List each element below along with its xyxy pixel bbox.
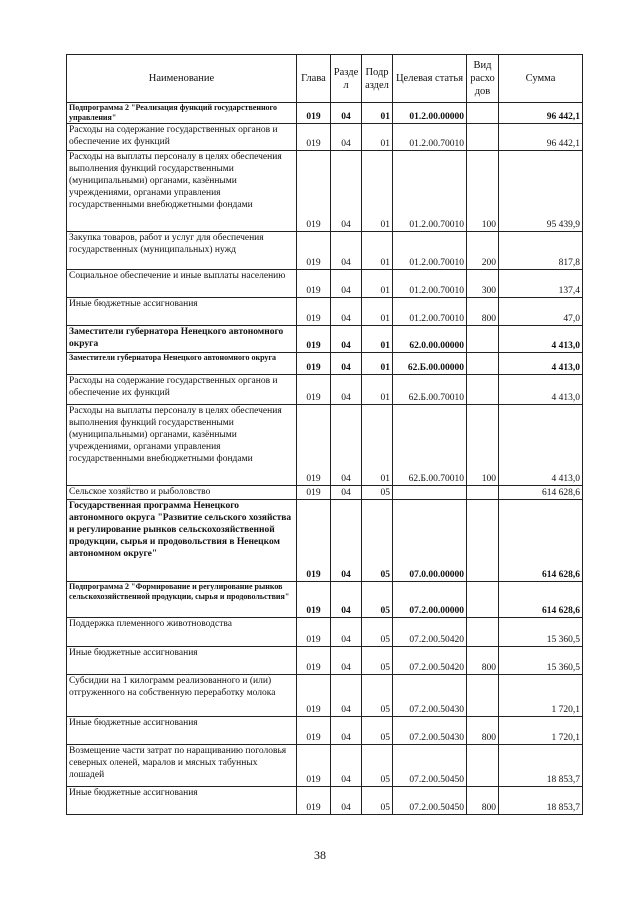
row-section: 04 (331, 124, 362, 151)
row-sum: 614 628,6 (499, 486, 583, 500)
row-section: 04 (331, 675, 362, 717)
row-subsection: 01 (362, 326, 393, 353)
row-chapter: 019 (297, 124, 331, 151)
row-name: Заместители губернатора Ненецкого автономного округа (67, 326, 297, 353)
table-row (67, 500, 583, 582)
row-sum: 95 439,9 (499, 151, 583, 232)
row-expense-type (467, 103, 499, 124)
row-chapter: 019 (297, 151, 331, 232)
row-expense-type: 300 (467, 270, 499, 298)
row-section: 04 (331, 500, 362, 582)
table-row (67, 124, 583, 151)
row-expense-type (467, 500, 499, 582)
row-expense-type (467, 745, 499, 787)
row-chapter: 019 (297, 298, 331, 326)
table-row (67, 717, 583, 745)
row-expense-type (467, 353, 499, 375)
row-section: 04 (331, 647, 362, 675)
row-target-code: 07.2.00.50450 (393, 787, 467, 815)
table-row (67, 787, 583, 815)
row-chapter: 019 (297, 486, 331, 500)
page-number: 38 (314, 848, 326, 862)
table-row (67, 745, 583, 787)
row-name: Закупка товаров, работ и услуг для обеспечения государственных (муниципальных) нужд (67, 232, 297, 270)
header-type: Вид расхо дов (467, 55, 499, 103)
row-expense-type (467, 582, 499, 618)
row-target-code: 62.Б.00.70010 (393, 405, 467, 486)
row-target-code: 01.2.00.70010 (393, 124, 467, 151)
table-row (67, 270, 583, 298)
row-sum: 1 720,1 (499, 717, 583, 745)
row-target-code: 07.0.00.00000 (393, 500, 467, 582)
row-target-code: 62.Б.00.00000 (393, 353, 467, 375)
table-row (67, 647, 583, 675)
row-section: 04 (331, 745, 362, 787)
row-name: Сельское хозяйство и рыболовство (67, 486, 297, 500)
row-target-code: 01.2.00.70010 (393, 298, 467, 326)
row-name: Расходы на содержание государственных органов и обеспечение их функций (67, 375, 297, 405)
row-name: Расходы на выплаты персоналу в целях обеспечения выполнения функций государственными (муниципальными) органами, казёнными учреждениями, органами управления государственными внебюджетными фондами (67, 405, 297, 486)
row-chapter: 019 (297, 647, 331, 675)
row-expense-type: 800 (467, 787, 499, 815)
row-subsection: 05 (362, 582, 393, 618)
row-target-code: 01.2.00.70010 (393, 151, 467, 232)
header-target: Целевая статья (393, 55, 467, 103)
row-section: 04 (331, 618, 362, 647)
row-section: 04 (331, 405, 362, 486)
row-section: 04 (331, 353, 362, 375)
row-section: 04 (331, 151, 362, 232)
row-sum: 4 413,0 (499, 405, 583, 486)
row-subsection: 05 (362, 745, 393, 787)
row-chapter: 019 (297, 375, 331, 405)
row-sum: 18 853,7 (499, 787, 583, 815)
row-sum: 47,0 (499, 298, 583, 326)
row-section: 04 (331, 232, 362, 270)
row-section: 04 (331, 582, 362, 618)
row-name: Социальное обеспечение и иные выплаты населению (67, 270, 297, 298)
row-name: Государственная программа Ненецкого автономного округа "Развитие сельского хозяйства и регулирование рынков сельскохозяйственной продукции, сырья и продовольствия в Ненецком автономном округе" (67, 500, 297, 582)
row-section: 04 (331, 717, 362, 745)
row-chapter: 019 (297, 353, 331, 375)
row-target-code: 07.2.00.00000 (393, 582, 467, 618)
row-subsection: 01 (362, 353, 393, 375)
row-expense-type (467, 486, 499, 500)
row-target-code: 01.2.00.70010 (393, 232, 467, 270)
row-name: Иные бюджетные ассигнования (67, 298, 297, 326)
row-name: Субсидии на 1 килограмм реализованного и (или) отгруженного на собственную переработку молока (67, 675, 297, 717)
table-row (67, 151, 583, 232)
table-row (67, 486, 583, 500)
header-sum: Сумма (499, 55, 583, 103)
row-expense-type: 200 (467, 232, 499, 270)
row-target-code: 07.2.00.50430 (393, 675, 467, 717)
row-name: Возмещение части затрат по наращиванию поголовья северных оленей, маралов и мясных табунных лошадей (67, 745, 297, 787)
row-section: 04 (331, 326, 362, 353)
row-target-code: 62.Б.00.70010 (393, 375, 467, 405)
row-expense-type (467, 375, 499, 405)
row-sum: 15 360,5 (499, 618, 583, 647)
table-row (67, 103, 583, 124)
row-sum: 1 720,1 (499, 675, 583, 717)
row-chapter: 019 (297, 717, 331, 745)
row-name: Подпрограмма 2 "Формирование и регулирование рынков сельскохозяйственной продукции, сырья и продовольствия" (67, 582, 297, 618)
row-expense-type: 800 (467, 298, 499, 326)
row-chapter: 019 (297, 745, 331, 787)
row-subsection: 05 (362, 647, 393, 675)
row-chapter: 019 (297, 787, 331, 815)
row-chapter: 019 (297, 618, 331, 647)
row-subsection: 01 (362, 405, 393, 486)
row-chapter: 019 (297, 232, 331, 270)
table-row (67, 405, 583, 486)
row-subsection: 05 (362, 500, 393, 582)
row-expense-type (467, 124, 499, 151)
row-sum: 817,8 (499, 232, 583, 270)
header-section: Разде л (331, 55, 362, 103)
table-row (67, 298, 583, 326)
row-name: Иные бюджетные ассигнования (67, 787, 297, 815)
row-expense-type: 100 (467, 151, 499, 232)
row-subsection: 01 (362, 375, 393, 405)
table-row (67, 582, 583, 618)
row-target-code: 07.2.00.50450 (393, 745, 467, 787)
row-subsection: 01 (362, 151, 393, 232)
row-subsection: 05 (362, 618, 393, 647)
row-target-code (393, 486, 467, 500)
header-chapter: Глава (297, 55, 331, 103)
row-subsection: 05 (362, 675, 393, 717)
row-subsection: 01 (362, 103, 393, 124)
row-sum: 96 442,1 (499, 103, 583, 124)
row-expense-type (467, 675, 499, 717)
row-expense-type (467, 326, 499, 353)
row-subsection: 05 (362, 787, 393, 815)
row-section: 04 (331, 787, 362, 815)
row-section: 04 (331, 298, 362, 326)
row-section: 04 (331, 375, 362, 405)
row-expense-type: 800 (467, 647, 499, 675)
row-sum: 4 413,0 (499, 353, 583, 375)
row-expense-type (467, 618, 499, 647)
row-section: 04 (331, 103, 362, 124)
row-target-code: 62.0.00.00000 (393, 326, 467, 353)
table-row (67, 618, 583, 647)
row-name: Расходы на выплаты персоналу в целях обеспечения выполнения функций государственными (муниципальными) органами, казёнными учреждениями, органами управления государственными внебюджетными фондами (67, 151, 297, 232)
row-subsection: 01 (362, 232, 393, 270)
row-chapter: 019 (297, 270, 331, 298)
row-target-code: 07.2.00.50430 (393, 717, 467, 745)
row-sum: 614 628,6 (499, 582, 583, 618)
row-subsection: 05 (362, 486, 393, 500)
table-row (67, 326, 583, 353)
table-row (67, 232, 583, 270)
header-name: Наименование (67, 55, 297, 103)
row-target-code: 07.2.00.50420 (393, 647, 467, 675)
row-subsection: 05 (362, 717, 393, 745)
header-row (67, 55, 583, 103)
row-sum: 18 853,7 (499, 745, 583, 787)
row-name: Иные бюджетные ассигнования (67, 647, 297, 675)
row-name: Иные бюджетные ассигнования (67, 717, 297, 745)
row-target-code: 01.2.00.00000 (393, 103, 467, 124)
row-name: Заместители губернатора Ненецкого автономного округа (67, 353, 297, 375)
row-sum: 137,4 (499, 270, 583, 298)
row-sum: 4 413,0 (499, 326, 583, 353)
header-subsection: Подр аздел (362, 55, 393, 103)
row-section: 04 (331, 270, 362, 298)
row-sum: 15 360,5 (499, 647, 583, 675)
row-chapter: 019 (297, 326, 331, 353)
table-row (67, 353, 583, 375)
row-chapter: 019 (297, 582, 331, 618)
table-row (67, 375, 583, 405)
row-section: 04 (331, 486, 362, 500)
row-name: Подпрограмма 2 "Реализация функций государственного управления" (67, 103, 297, 124)
row-subsection: 01 (362, 270, 393, 298)
row-sum: 4 413,0 (499, 375, 583, 405)
row-chapter: 019 (297, 500, 331, 582)
row-target-code: 07.2.00.50420 (393, 618, 467, 647)
row-name: Расходы на содержание государственных органов и обеспечение их функций (67, 124, 297, 151)
row-subsection: 01 (362, 298, 393, 326)
row-target-code: 01.2.00.70010 (393, 270, 467, 298)
row-chapter: 019 (297, 405, 331, 486)
row-sum: 96 442,1 (499, 124, 583, 151)
row-chapter: 019 (297, 103, 331, 124)
row-chapter: 019 (297, 675, 331, 717)
row-name: Поддержка племенного животноводства (67, 618, 297, 647)
row-expense-type: 100 (467, 405, 499, 486)
row-expense-type: 800 (467, 717, 499, 745)
table-row (67, 675, 583, 717)
row-sum: 614 628,6 (499, 500, 583, 582)
row-subsection: 01 (362, 124, 393, 151)
budget-table (66, 54, 583, 815)
